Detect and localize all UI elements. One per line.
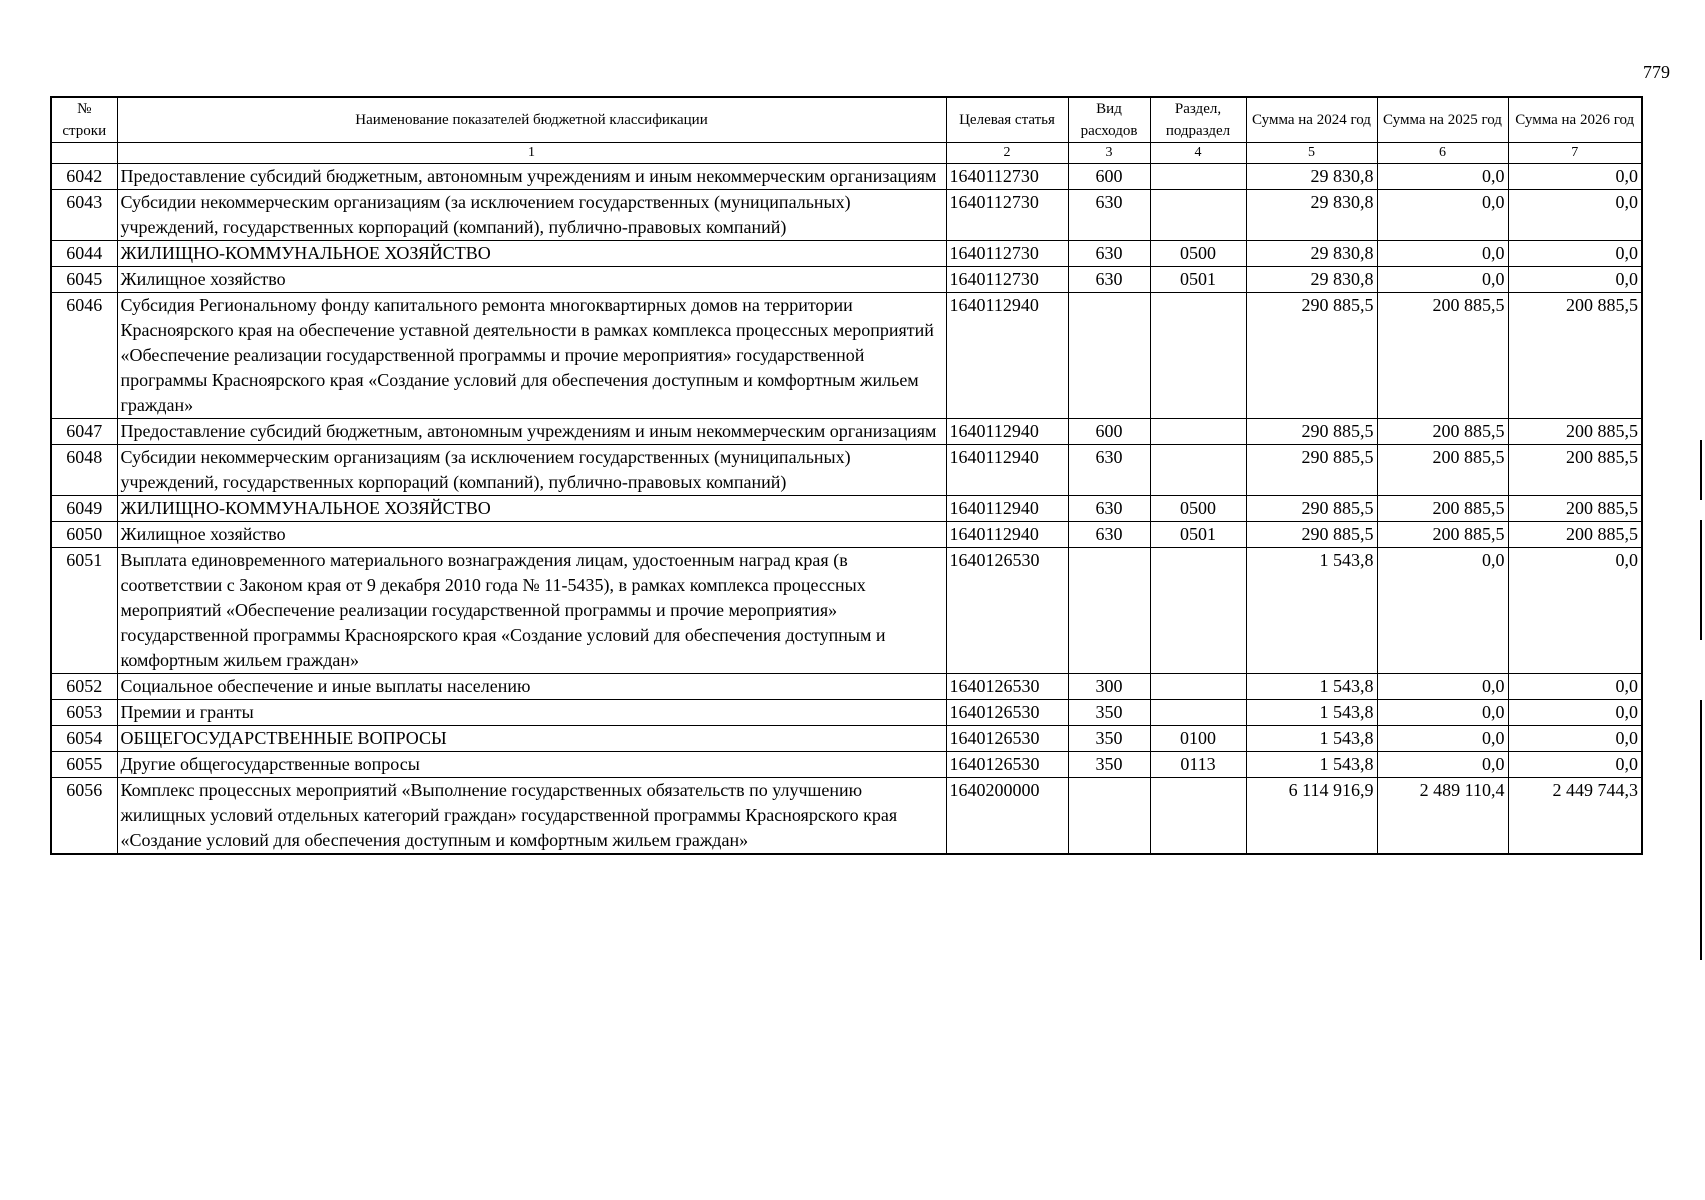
row-sum-2026: 200 885,5 — [1508, 445, 1642, 496]
row-sum-2025: 0,0 — [1377, 726, 1508, 752]
table-row — [51, 752, 1642, 778]
page-number: 779 — [1643, 62, 1670, 82]
row-sum-2024: 29 830,8 — [1246, 267, 1377, 293]
column-number — [51, 143, 117, 164]
row-number: 6048 — [51, 445, 117, 496]
row-sum-2025: 0,0 — [1377, 164, 1508, 190]
row-sum-2026: 0,0 — [1508, 164, 1642, 190]
row-name: Предоставление субсидий бюджетным, автономным учреждениям и иным некоммерческим организациям — [117, 164, 946, 190]
table-row — [51, 674, 1642, 700]
column-number: 5 — [1246, 143, 1377, 164]
row-target-article: 1640126530 — [946, 674, 1068, 700]
row-sum-2024: 290 885,5 — [1246, 419, 1377, 445]
column-number: 2 — [946, 143, 1068, 164]
row-sum-2024: 29 830,8 — [1246, 241, 1377, 267]
row-expense-type: 350 — [1068, 752, 1150, 778]
row-sum-2025: 0,0 — [1377, 700, 1508, 726]
table-row — [51, 419, 1642, 445]
row-name: Жилищное хозяйство — [117, 267, 946, 293]
row-section — [1150, 445, 1246, 496]
row-number: 6053 — [51, 700, 117, 726]
row-target-article: 1640112730 — [946, 241, 1068, 267]
header-sum-2024: Сумма на 2024 год — [1246, 97, 1377, 143]
row-number: 6050 — [51, 522, 117, 548]
row-sum-2026: 200 885,5 — [1508, 496, 1642, 522]
header-sum-2025: Сумма на 2025 год — [1377, 97, 1508, 143]
scan-edge-line — [1700, 520, 1702, 640]
row-section: 0501 — [1150, 267, 1246, 293]
row-sum-2026: 0,0 — [1508, 726, 1642, 752]
row-name: Жилищное хозяйство — [117, 522, 946, 548]
row-name: Выплата единовременного материального вознаграждения лицам, удостоенным наград края (в соответствии с Законом края от 9 декабря 2010 года № 11-5435), в рамках комплекса процессных мероприятий «Обеспечение реализации государственной программы и прочие мероприятия» государственной программы Красноярского края «Создание условий для обеспечения доступным и комфортным жильем граждан» — [117, 548, 946, 674]
row-sum-2024: 6 114 916,9 — [1246, 778, 1377, 855]
row-sum-2025: 0,0 — [1377, 267, 1508, 293]
row-section: 0100 — [1150, 726, 1246, 752]
table-row — [51, 241, 1642, 267]
row-expense-type: 600 — [1068, 164, 1150, 190]
row-number: 6054 — [51, 726, 117, 752]
header-sum-2026: Сумма на 2026 год — [1508, 97, 1642, 143]
row-sum-2024: 1 543,8 — [1246, 726, 1377, 752]
row-name: ЖИЛИЩНО-КОММУНАЛЬНОЕ ХОЗЯЙСТВО — [117, 241, 946, 267]
row-sum-2026: 0,0 — [1508, 267, 1642, 293]
scan-edge-line — [1700, 440, 1702, 500]
row-section: 0500 — [1150, 496, 1246, 522]
header-name: Наименование показателей бюджетной классификации — [117, 97, 946, 143]
row-number: 6049 — [51, 496, 117, 522]
row-target-article: 1640126530 — [946, 752, 1068, 778]
table-row — [51, 267, 1642, 293]
row-target-article: 1640126530 — [946, 548, 1068, 674]
row-sum-2025: 0,0 — [1377, 548, 1508, 674]
row-sum-2026: 200 885,5 — [1508, 522, 1642, 548]
row-name: Социальное обеспечение и иные выплаты населению — [117, 674, 946, 700]
row-sum-2025: 200 885,5 — [1377, 419, 1508, 445]
row-expense-type: 350 — [1068, 700, 1150, 726]
row-expense-type: 630 — [1068, 267, 1150, 293]
table-row — [51, 778, 1642, 855]
row-target-article: 1640112940 — [946, 496, 1068, 522]
table-row — [51, 548, 1642, 674]
budget-table — [50, 96, 1643, 855]
row-sum-2025: 200 885,5 — [1377, 522, 1508, 548]
row-name: Комплекс процессных мероприятий «Выполнение государственных обязательств по улучшению жилищных условий отдельных категорий граждан» государственной программы Красноярского края «Создание условий для обеспечения доступным и комфортным жильем граждан» — [117, 778, 946, 855]
table-row — [51, 496, 1642, 522]
header-section: Раздел, подраздел — [1150, 97, 1246, 143]
row-target-article: 1640112940 — [946, 445, 1068, 496]
row-section — [1150, 674, 1246, 700]
row-sum-2024: 1 543,8 — [1246, 548, 1377, 674]
row-expense-type — [1068, 293, 1150, 419]
row-sum-2024: 1 543,8 — [1246, 752, 1377, 778]
row-name: Предоставление субсидий бюджетным, автономным учреждениям и иным некоммерческим организациям — [117, 419, 946, 445]
row-name: Другие общегосударственные вопросы — [117, 752, 946, 778]
row-sum-2026: 0,0 — [1508, 241, 1642, 267]
row-sum-2026: 200 885,5 — [1508, 419, 1642, 445]
column-number: 1 — [117, 143, 946, 164]
row-section: 0501 — [1150, 522, 1246, 548]
row-sum-2024: 290 885,5 — [1246, 293, 1377, 419]
column-number: 3 — [1068, 143, 1150, 164]
row-target-article: 1640126530 — [946, 726, 1068, 752]
row-expense-type: 600 — [1068, 419, 1150, 445]
row-sum-2026: 0,0 — [1508, 548, 1642, 674]
row-sum-2026: 2 449 744,3 — [1508, 778, 1642, 855]
row-sum-2025: 2 489 110,4 — [1377, 778, 1508, 855]
row-number: 6042 — [51, 164, 117, 190]
row-number: 6046 — [51, 293, 117, 419]
row-name: Премии и гранты — [117, 700, 946, 726]
table-row — [51, 190, 1642, 241]
row-sum-2024: 29 830,8 — [1246, 164, 1377, 190]
row-number: 6052 — [51, 674, 117, 700]
row-section — [1150, 548, 1246, 674]
header-row — [51, 97, 1642, 143]
table-row — [51, 445, 1642, 496]
row-target-article: 1640112940 — [946, 293, 1068, 419]
row-target-article: 1640112940 — [946, 419, 1068, 445]
row-number: 6056 — [51, 778, 117, 855]
row-number: 6045 — [51, 267, 117, 293]
row-number: 6047 — [51, 419, 117, 445]
row-sum-2024: 290 885,5 — [1246, 522, 1377, 548]
row-expense-type: 630 — [1068, 190, 1150, 241]
table-row — [51, 700, 1642, 726]
header-row-no: № строки — [51, 97, 117, 143]
row-expense-type: 630 — [1068, 445, 1150, 496]
row-sum-2026: 0,0 — [1508, 700, 1642, 726]
column-number: 6 — [1377, 143, 1508, 164]
row-sum-2024: 29 830,8 — [1246, 190, 1377, 241]
row-sum-2026: 0,0 — [1508, 674, 1642, 700]
row-name: ОБЩЕГОСУДАРСТВЕННЫЕ ВОПРОСЫ — [117, 726, 946, 752]
row-expense-type — [1068, 778, 1150, 855]
row-expense-type: 350 — [1068, 726, 1150, 752]
row-target-article: 1640112730 — [946, 164, 1068, 190]
row-name: ЖИЛИЩНО-КОММУНАЛЬНОЕ ХОЗЯЙСТВО — [117, 496, 946, 522]
header-target: Целевая статья — [946, 97, 1068, 143]
column-number: 7 — [1508, 143, 1642, 164]
row-name: Субсидии некоммерческим организациям (за исключением государственных (муниципальных) учреждений, государственных корпораций (компаний), публично-правовых компаний) — [117, 445, 946, 496]
row-sum-2025: 0,0 — [1377, 674, 1508, 700]
row-expense-type — [1068, 548, 1150, 674]
row-target-article: 1640200000 — [946, 778, 1068, 855]
row-sum-2026: 200 885,5 — [1508, 293, 1642, 419]
row-sum-2025: 0,0 — [1377, 241, 1508, 267]
header-type: Вид расходов — [1068, 97, 1150, 143]
row-number: 6055 — [51, 752, 117, 778]
table-body — [51, 164, 1642, 855]
row-target-article: 1640112940 — [946, 522, 1068, 548]
row-expense-type: 630 — [1068, 522, 1150, 548]
row-section — [1150, 778, 1246, 855]
row-section: 0500 — [1150, 241, 1246, 267]
column-number: 4 — [1150, 143, 1246, 164]
row-name: Субсидии некоммерческим организациям (за исключением государственных (муниципальных) учреждений, государственных корпораций (компаний), публично-правовых компаний) — [117, 190, 946, 241]
row-number: 6051 — [51, 548, 117, 674]
row-number: 6044 — [51, 241, 117, 267]
row-sum-2024: 1 543,8 — [1246, 700, 1377, 726]
row-sum-2025: 0,0 — [1377, 190, 1508, 241]
table-row — [51, 164, 1642, 190]
column-number-row — [51, 143, 1642, 164]
row-section — [1150, 293, 1246, 419]
row-name: Субсидия Региональному фонду капитального ремонта многоквартирных домов на территории Красноярского края на обеспечение уставной деятельности в рамках комплекса процессных мероприятий «Обеспечение реализации государственной программы и прочие мероприятия» государственной программы Красноярского края «Создание условий для обеспечения доступным и комфортным жильем граждан» — [117, 293, 946, 419]
row-number: 6043 — [51, 190, 117, 241]
row-section — [1150, 419, 1246, 445]
row-target-article: 1640112730 — [946, 267, 1068, 293]
row-section: 0113 — [1150, 752, 1246, 778]
row-expense-type: 300 — [1068, 674, 1150, 700]
row-sum-2025: 200 885,5 — [1377, 496, 1508, 522]
row-sum-2026: 0,0 — [1508, 752, 1642, 778]
row-section — [1150, 190, 1246, 241]
scan-edge-line — [1700, 700, 1702, 960]
row-sum-2025: 200 885,5 — [1377, 445, 1508, 496]
row-target-article: 1640126530 — [946, 700, 1068, 726]
row-target-article: 1640112730 — [946, 190, 1068, 241]
row-expense-type: 630 — [1068, 241, 1150, 267]
row-sum-2024: 290 885,5 — [1246, 445, 1377, 496]
table-row — [51, 293, 1642, 419]
row-sum-2026: 0,0 — [1508, 190, 1642, 241]
row-section — [1150, 700, 1246, 726]
row-sum-2024: 1 543,8 — [1246, 674, 1377, 700]
row-section — [1150, 164, 1246, 190]
row-sum-2024: 290 885,5 — [1246, 496, 1377, 522]
row-sum-2025: 0,0 — [1377, 752, 1508, 778]
row-sum-2025: 200 885,5 — [1377, 293, 1508, 419]
row-expense-type: 630 — [1068, 496, 1150, 522]
table-row — [51, 726, 1642, 752]
table-row — [51, 522, 1642, 548]
